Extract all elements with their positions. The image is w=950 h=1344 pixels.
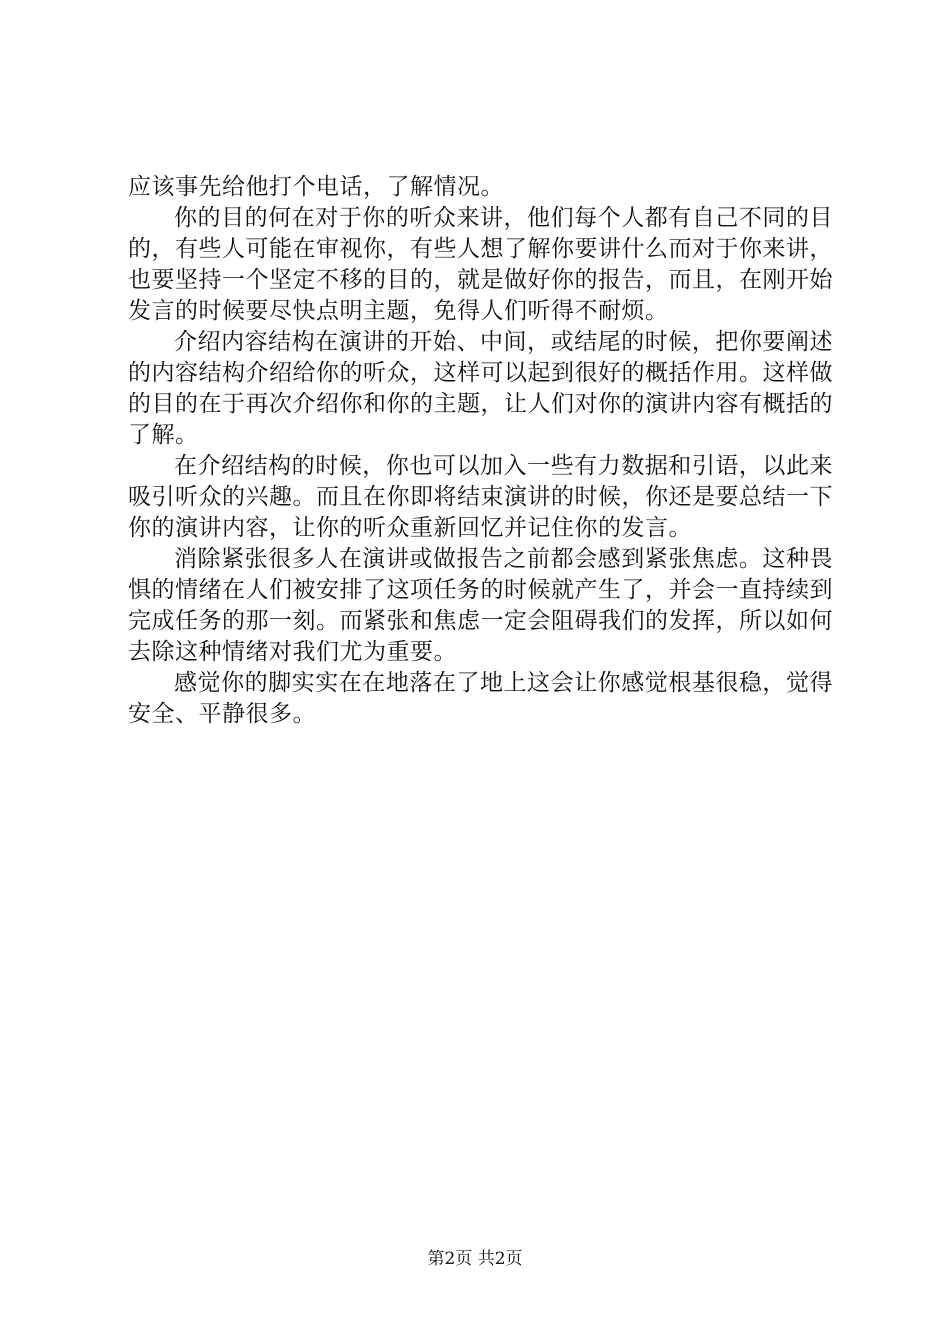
paragraph-1: 应该事先给他打个电话，了解情况。 <box>128 174 504 200</box>
paragraph-2: 你的目的何在对于你的听众来讲，他们每个人都有自己不同的目的，有些人可能在审视你，有些人想了解你要讲什么而对于你来讲，也要坚持一个坚定不移的目的，就是做好你的报告，而且，在刚开始发言的时候要尽快点明主题，免得人们听得不耐烦。 <box>128 205 833 324</box>
paragraph-5: 消除紧张很多人在演讲或做报告之前都会感到紧张焦虑。这种畏惧的情绪在人们被安排了这项任务的时候就产生了，并会一直持续到完成任务的那一刻。而紧张和焦虑一定会阻碍我们的发挥，所以如何去除这种情绪对我们尤为重要。 <box>128 546 833 665</box>
page-number-footer: 第2页 共2页 <box>427 1249 523 1269</box>
paragraph-3: 介绍内容结构在演讲的开始、中间，或结尾的时候，把你要阐述的内容结构介绍给你的听众，这样可以起到很好的概括作用。这样做的目的在于再次介绍你和你的主题，让人们对你的演讲内容有概括的了解。 <box>128 329 833 448</box>
paragraph-4: 在介绍结构的时候，你也可以加入一些有力数据和引语，以此来吸引听众的兴趣。而且在你即将结束演讲的时候，你还是要总结一下你的演讲内容，让你的听众重新回忆并记住你的发言。 <box>128 453 833 541</box>
paragraph-6: 感觉你的脚实实在在地落在了地上这会让你感觉根基很稳，觉得安全、平静很多。 <box>128 670 833 727</box>
document-body <box>128 172 833 730</box>
